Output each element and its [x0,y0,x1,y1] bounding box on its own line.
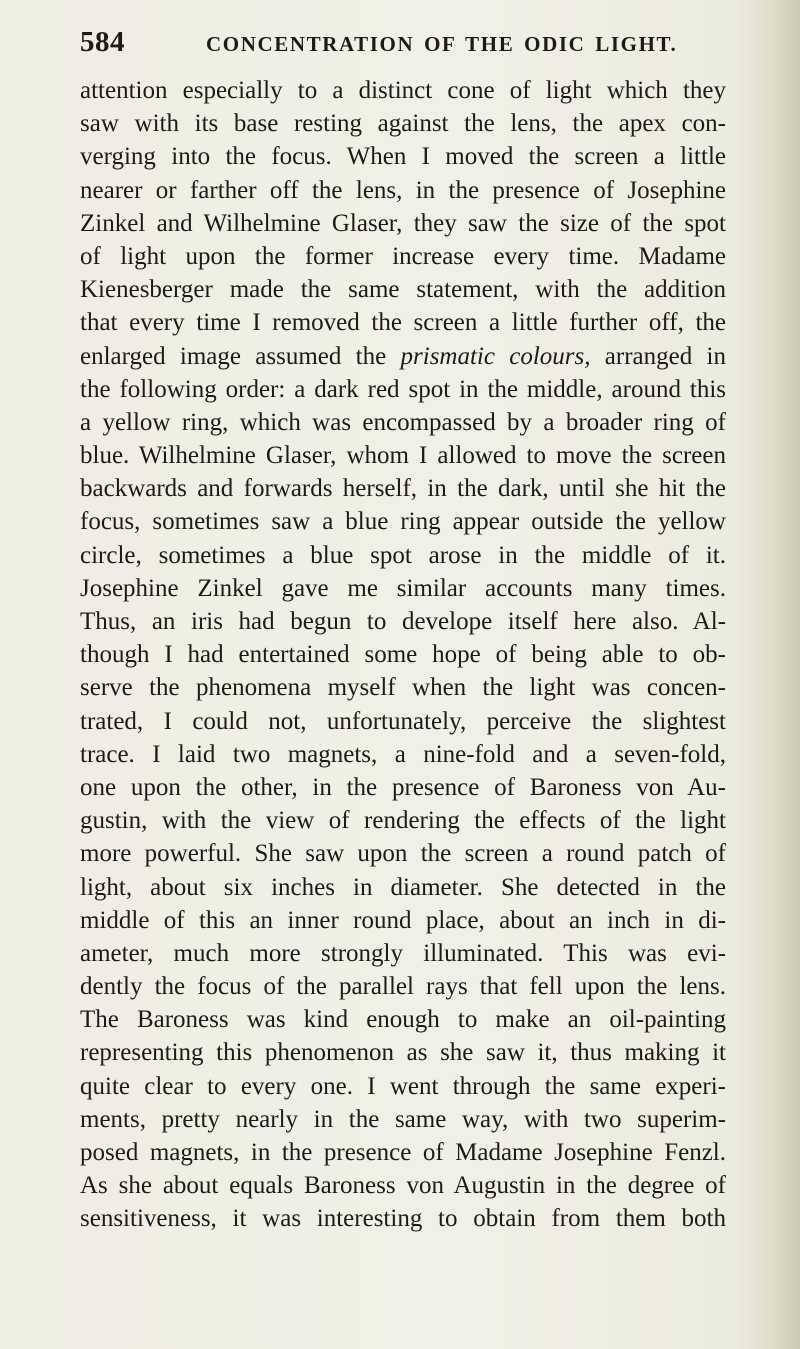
text-line: circle, sometimes a blue spot arose in the middle of it. [80,541,726,569]
text-line: As she about equals Baroness von Augustin in the degree of [80,1172,726,1200]
text-line: Josephine Zinkel gave me similar accounts many times. [80,574,726,602]
text-line: though I had entertained some hope of being able to ob- [80,641,726,669]
text-line: trace. I laid two magnets, a nine-fold and a seven-fold, [80,740,726,768]
text-line: the following order: a dark red spot in the middle, around this [80,375,726,403]
text-line: posed magnets, in the presence of Madame Josephine Fenzl. [80,1139,726,1166]
text-line: dently the focus of the parallel rays that fell upon the lens. [80,973,726,1001]
page-header [80,22,720,62]
text-line: focus, sometimes saw a blue ring appear outside the yellow [80,508,726,536]
text-line: of light upon the former increase every time. Madame [80,242,726,270]
text-line: serve the phenomena myself when the light was concen- [80,674,726,702]
text-line: nearer or farther off the lens, in the presence of Josephine [80,176,726,204]
text-line: verging into the focus. When I moved the screen a little [80,143,726,171]
text-line: attention especially to a distinct cone of light which they [80,77,726,104]
text-line: trated, I could not, unfortunately, perceive the slightest [80,707,726,735]
text-line: that every time I removed the screen a little further off, the [80,309,726,337]
text-line: Thus, an iris had begun to develope itself here also. Al- [80,608,726,635]
text-line: more powerful. She saw upon the screen a round patch of [80,840,726,868]
text-line: backwards and forwards herself, in the dark, until she hit the [80,475,726,503]
text-line-with-italic [80,340,726,373]
text-segment: arranged in [590,342,726,370]
text-line: gustin, with the view of rendering the effects of the light [80,807,726,835]
text-line: quite clear to every one. I went through the same experi- [80,1072,726,1100]
text-line: light, about six inches in diameter. She detected in the [80,873,726,901]
text-line: saw with its base resting against the lens, the apex con- [80,110,726,138]
italic-phrase: prismatic colours, [400,342,591,370]
text-line: blue. Wilhelmine Glaser, whom I allowed to move the screen [80,442,726,470]
running-head: CONCENTRATION OF THE ODIC LIGHT. [206,32,678,56]
text-line: The Baroness was kind enough to make an oil-painting [80,1006,726,1034]
text-line: ments, pretty nearly in the same way, with two superim- [80,1105,726,1133]
body-text [80,74,726,1236]
text-line: a yellow ring, which was encompassed by a broader ring of [80,408,726,436]
text-segment: enlarged image assumed the [80,342,401,370]
page-number: 584 [80,26,125,58]
text-line: middle of this an inner round place, about an inch in di- [80,906,726,934]
text-line: ameter, much more strongly illuminated. This was evi- [80,939,726,967]
text-line: sensitiveness, it was interesting to obtain from them both [80,1205,726,1233]
text-line: one upon the other, in the presence of Baroness von Au- [80,773,726,801]
text-line: representing this phenomenon as she saw it, thus making it [80,1039,726,1067]
text-line: Kienesberger made the same statement, with the addition [80,276,726,304]
text-line: Zinkel and Wilhelmine Glaser, they saw the size of the spot [80,209,726,237]
